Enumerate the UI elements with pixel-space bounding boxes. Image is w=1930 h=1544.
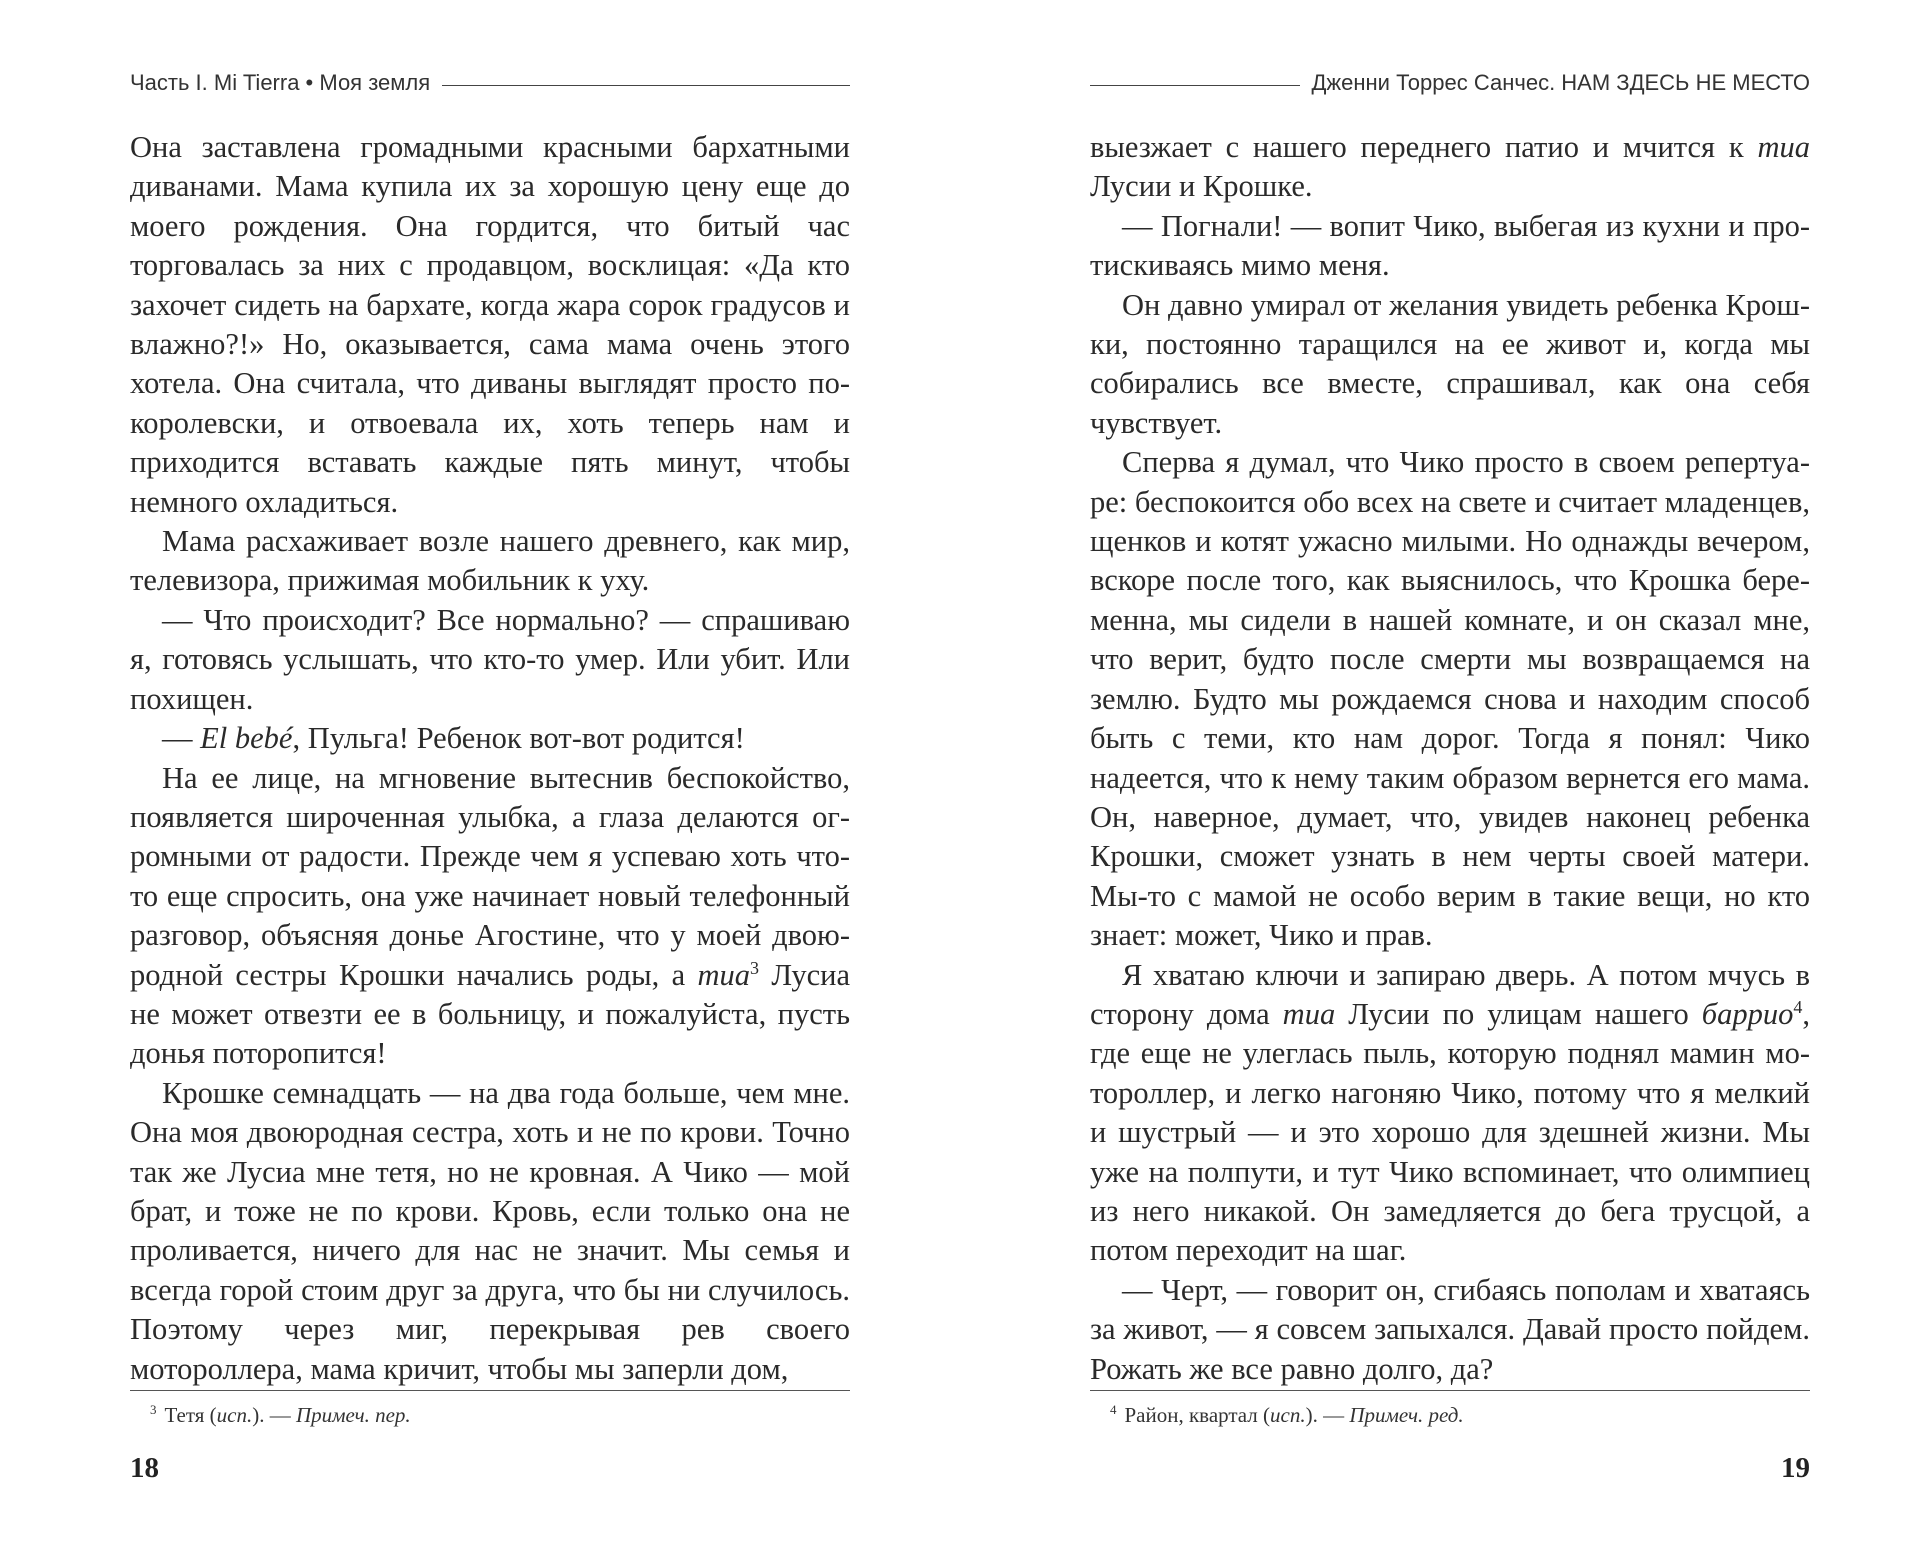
page-number: 19: [1781, 1452, 1810, 1484]
paragraph: — El bebé, Пульга! Ребенок вот-вот родится!: [162, 721, 745, 756]
footnote-ref: 4: [1793, 996, 1803, 1017]
left-page: [130, 0, 850, 1544]
page-number: 18: [130, 1452, 159, 1484]
right-page: [1090, 0, 1810, 1544]
paragraph: — Погнали! — вопит Чико, выбегая из кухни и протискиваясь мимо меня.: [1090, 208, 1810, 283]
paragraph: Сперва я думал, что Чико просто в своем репертуаре: беспокоится обо всех на свете и считает младенцев, щенков и котят ужасно милыми. Но однажды вечером, вскоре после того, как выяснилось, что Крошка беременна, мы сидели в нашей комнате, и он сказал мне, что верит, будто после смерти мы возвращаемся на землю. Будто мы рождаемся снова и находим способ быть с теми, кто нам дорог. Тогда я понял: Чико надеется, что к нему таким образом вернется его мама. Он, наверное, думает, что, увидев наконец ребенка Крошки, сможет узнать в нем черты своей матери. Мы-то с мамой не особо верим в такие вещи, но кто знает: может, Чико и прав.: [1090, 445, 1810, 953]
paragraph: — Черт, — говорит он, сгибаясь пополам и хватаясь за живот, — я совсем запыхался. Давай просто пойдем. Рожать же все равно долго, да?: [1090, 1272, 1810, 1386]
footnote-rule: [130, 1390, 850, 1391]
running-head-left: [130, 70, 850, 96]
running-head-text: Дженни Торрес Санчес. НАМ ЗДЕСЬ НЕ МЕСТО: [1311, 70, 1810, 95]
paragraph: Мама расхаживает возле нашего древнего, как мир, телевизора, прижимая мобильник к уху.: [130, 524, 850, 598]
footnote-ref: 3: [750, 957, 760, 978]
paragraph: Она заставлена громадными красными бархатными диванами. Мама купила их за хорошую цену еще до моего рождения. Она гордится, что битый час торговалась за них с продавцом, восклицая: «Да кто захочет сидеть на бархате, когда жара сорок градусов и влажно?!» Но, оказывается, сама мама очень этого хотела. Она считала, что диваны выглядят просто по-королевски, и отвоевала их, хоть теперь нам и приходится вставать каждые пять минут, чтобы немного охладиться.: [130, 130, 850, 519]
paragraph: Крошке семнадцать — на два года больше, чем мне. Она моя двоюродная сестра, хоть и не по крови. Точно так же Лусиа мне тетя, но не кровная. А Чико — мой брат, и тоже не по крови. Кровь, если только она не проливается, ничего для нас не значит. Мы семья и всегда горой стоим друг за друга, что бы ни случилось. Поэтому через миг, перекрывая рев своего мотороллера, мама кричит, чтобы мы заперли дом,: [130, 1075, 850, 1386]
body-text-right: [1090, 128, 1810, 1389]
body-text-left: [130, 128, 850, 1389]
footnote: $^3$ Тетя (исп.). — Примеч. пер.: [150, 1402, 411, 1427]
paragraph: Он давно умирал от желания увидеть ребенка Крошки, постоянно таращился на ее живот и, когда мы собирались все вместе, спрашивал, как она себя чувствует.: [1090, 287, 1810, 440]
footnote: $^4$ Район, квартал (исп.). — Примеч. ред.: [1110, 1402, 1464, 1427]
paragraph: На ее лице, на мгновение вытеснив беспокойство, появляется широченная улыбка, а глаза делаются огромными от радости. Прежде чем я успеваю хоть что-то еще спросить, она уже начинает новый телефонный разговор, объясняя донье Агостине, что у моей двоюродной сестры Крошки начались роды, а тиа$^3$ Лусиа не может отвезти ее в больницу, и пожалуйста, пусть донья поторопится!: [130, 760, 850, 1071]
running-head-text: Часть I. Mi Tierra • Моя земля: [130, 70, 431, 95]
header-rule: [442, 85, 850, 86]
paragraph: Я хватаю ключи и запираю дверь. А потом мчусь в сторону дома тиа Лусии по улицам нашего баррио$^4$, где еще не улеглась пыль, которую поднял мамин мотороллер, и легко нагоняю Чико, потому что я мелкий и шустрый — и это хорошо для здешней жизни. Мы уже на полпути, и тут Чико вспоминает, что олимпиец из него никакой. Он замедляется до бега трусцой, а потом переходит на шаг.: [1090, 957, 1810, 1268]
footnote-rule: [1090, 1390, 1810, 1391]
header-rule: [1090, 85, 1300, 86]
paragraph: — Что происходит? Все нормально? — спрашиваю я, готовясь услышать, что кто-то умер. Или убит. Или похищен.: [130, 602, 850, 716]
paragraph: выезжает с нашего переднего патио и мчится к тиа Лусии и Крошке.: [1090, 130, 1810, 204]
running-head-right: [1090, 70, 1810, 96]
